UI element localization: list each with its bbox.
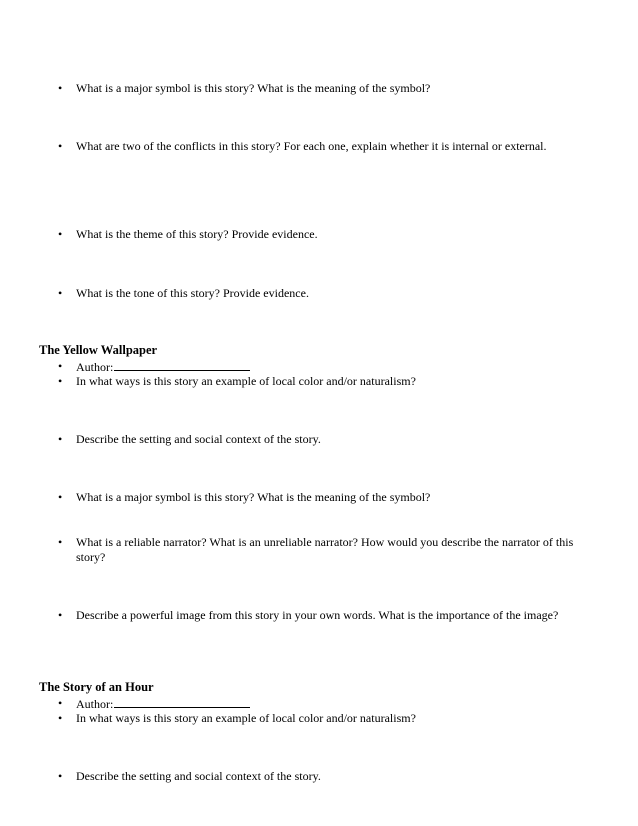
bullet-icon: • xyxy=(58,490,63,504)
author-label: Author: xyxy=(76,360,114,374)
bullet-icon: • xyxy=(58,769,63,783)
bullet-icon: • xyxy=(58,227,63,241)
question-text: What is a major symbol is this story? What is the meaning of the symbol? xyxy=(76,490,431,504)
bullet-icon: • xyxy=(58,286,63,300)
bullet-icon: • xyxy=(58,608,63,622)
question-text: What is the theme of this story? Provide evidence. xyxy=(76,227,318,241)
question-text: What is the tone of this story? Provide evidence. xyxy=(76,286,309,300)
section-title: The Story of an Hour xyxy=(39,680,154,694)
question-text: Describe the setting and social context of the story. xyxy=(76,432,321,446)
author-label: Author: xyxy=(76,697,114,711)
question-text: Describe the setting and social context of the story. xyxy=(76,769,321,783)
question-text: Describe a powerful image from this story in your own words. What is the importance of the image? xyxy=(76,608,559,622)
bullet-icon: • xyxy=(58,139,63,153)
question-text: In what ways is this story an example of local color and/or naturalism? xyxy=(76,711,416,725)
section-title: The Yellow Wallpaper xyxy=(39,343,158,357)
bullet-icon: • xyxy=(58,359,63,373)
bullet-icon: • xyxy=(58,374,63,388)
question-text: What is a major symbol is this story? What is the meaning of the symbol? xyxy=(76,81,431,95)
bullet-icon: • xyxy=(58,81,63,95)
author-blank xyxy=(114,696,250,708)
bullet-icon: • xyxy=(58,432,63,446)
question-text: What are two of the conflicts in this story? For each one, explain whether it is internal or external. xyxy=(76,139,547,153)
bullet-icon: • xyxy=(58,711,63,725)
author-blank xyxy=(114,359,250,371)
bullet-icon: • xyxy=(58,696,63,710)
bullet-icon: • xyxy=(58,535,63,549)
question-text: In what ways is this story an example of local color and/or naturalism? xyxy=(76,374,416,388)
question-text: What is a reliable narrator? What is an unreliable narrator? How would you describe the narrator of this story? xyxy=(76,535,574,564)
